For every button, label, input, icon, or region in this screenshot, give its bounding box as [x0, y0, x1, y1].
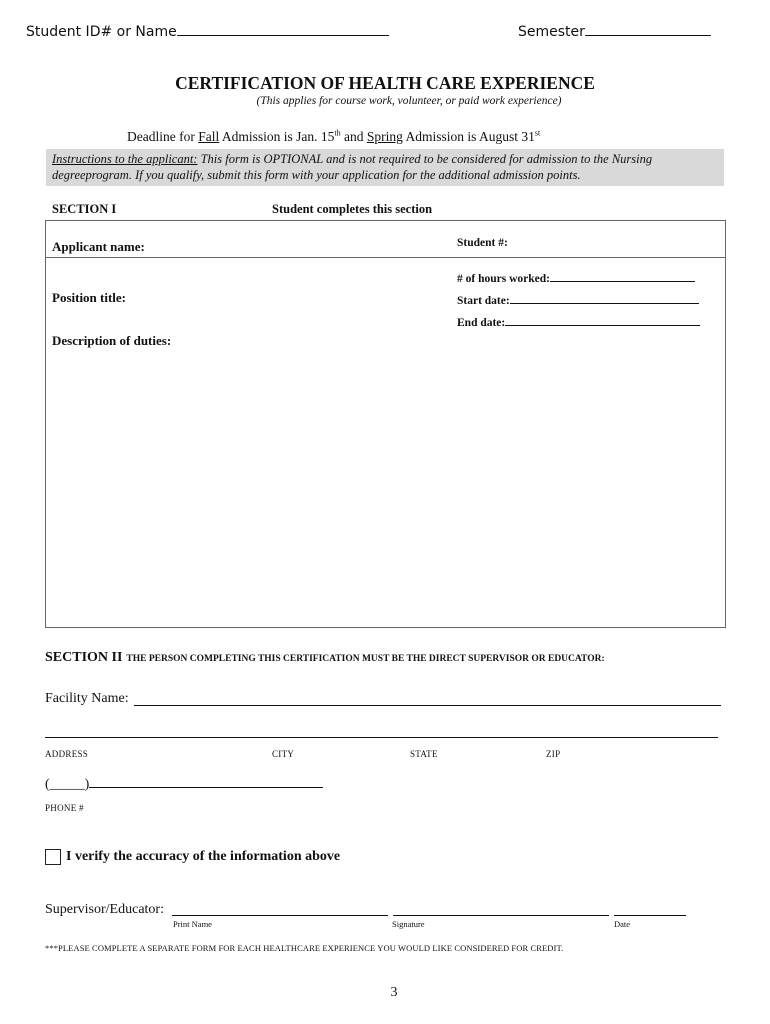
phone-label: PHONE # — [45, 803, 84, 813]
supervisor-label: Supervisor/Educator: — [45, 902, 164, 917]
student-number-input[interactable] — [520, 232, 715, 252]
section2-subtitle: THE PERSON COMPLETING THIS CERTIFICATION MUST BE THE DIRECT SUPERVISOR OR EDUCATOR: — [126, 654, 605, 664]
city-label: CITY — [272, 749, 295, 759]
end-date-field[interactable] — [457, 317, 700, 329]
address-label: ADDRESS — [45, 749, 89, 759]
hours-worked-field[interactable] — [457, 273, 695, 285]
deadline-spring: Spring — [366, 129, 403, 144]
semester-label: Semester — [518, 24, 585, 40]
verify-label: I verify the accuracy of the information above — [66, 849, 341, 864]
phone-line[interactable] — [89, 787, 323, 788]
start-date-line[interactable] — [510, 303, 699, 304]
date-label: Date — [614, 919, 631, 929]
instructions-label: Instructions to the applicant: — [52, 152, 198, 166]
student-id-label: Student ID# or Name — [26, 24, 177, 40]
end-date-label: End date: — [457, 317, 506, 329]
deadline-sup-st: st — [534, 128, 541, 138]
deadline-prefix: Deadline for — [127, 129, 199, 144]
zip-label: ZIP — [546, 749, 561, 759]
description-label: Description of duties: — [52, 333, 172, 348]
instructions-text — [52, 151, 652, 183]
applicant-name-label: Applicant name: — [52, 239, 145, 254]
student-number-label: Student #: — [457, 237, 508, 249]
deadline-aug: Admission is August 31 — [402, 129, 535, 144]
print-name-line[interactable] — [172, 915, 388, 916]
applicant-name-input[interactable] — [200, 232, 440, 252]
footer-note: ***PLEASE COMPLETE A SEPARATE FORM FOR EACH HEALTHCARE EXPERIENCE YOU WOULD LIKE CONSIDERED FOR CREDIT. — [45, 943, 564, 953]
state-label: STATE — [410, 749, 438, 759]
position-title-input[interactable] — [140, 286, 430, 306]
deadline-jan: Admission is Jan. 15 — [219, 129, 335, 144]
position-title-label: Position title: — [52, 290, 127, 305]
student-id-field[interactable] — [26, 24, 389, 40]
semester-line[interactable] — [585, 35, 711, 36]
instructions-line1: This form is OPTIONAL and is not required to be considered for admission to the Nursing — [197, 152, 653, 166]
end-date-line[interactable] — [505, 325, 700, 326]
deadline-and: and — [340, 129, 367, 144]
hours-worked-line[interactable] — [550, 281, 695, 282]
deadline-text — [127, 129, 540, 145]
instructions-line2: degreeprogram. If you qualify, submit this form with your application for the additional admission points. — [52, 168, 581, 182]
student-id-line[interactable] — [177, 35, 389, 36]
section1-subtitle: Student completes this section — [272, 202, 433, 216]
section1-row-divider — [45, 257, 725, 258]
start-date-field[interactable] — [457, 295, 699, 307]
section1-title: SECTION I — [52, 202, 117, 216]
start-date-label: Start date: — [457, 295, 510, 307]
description-input[interactable] — [52, 355, 716, 617]
signature-line[interactable] — [393, 915, 609, 916]
page-title: CERTIFICATION OF HEALTH CARE EXPERIENCE — [175, 73, 595, 93]
signature-label: Signature — [392, 919, 425, 929]
deadline-fall: Fall — [198, 129, 220, 144]
phone-field[interactable] — [45, 777, 323, 793]
page-number: 3 — [390, 985, 398, 1000]
section2-title: SECTION II — [45, 650, 123, 665]
deadline-sup-th: th — [334, 128, 341, 138]
print-name-label: Print Name — [173, 919, 212, 929]
hours-worked-label: # of hours worked: — [457, 273, 550, 285]
facility-name-line[interactable] — [134, 705, 721, 706]
facility-name-label: Facility Name: — [45, 691, 129, 706]
date-line[interactable] — [614, 915, 686, 916]
phone-area-code[interactable]: (_____) — [45, 777, 90, 792]
page-subtitle: (This applies for course work, volunteer, or paid work experience) — [256, 95, 562, 107]
semester-field[interactable] — [518, 24, 711, 40]
section2-heading — [45, 648, 605, 666]
address-line[interactable] — [45, 737, 718, 738]
verify-checkbox[interactable] — [45, 849, 61, 865]
